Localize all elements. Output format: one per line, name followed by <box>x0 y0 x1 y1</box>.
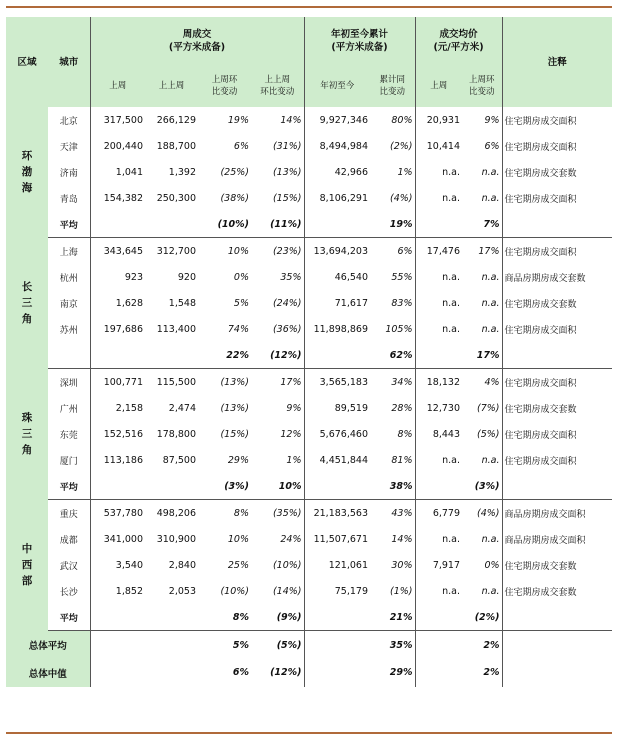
note-text: 住宅期房成交面积 <box>502 317 612 343</box>
empty-cell <box>415 659 462 687</box>
subheader-price-last-week: 上周 <box>415 65 462 107</box>
ytd-volume: 8,494,984 <box>304 133 370 159</box>
city-name: 广州 <box>59 404 78 415</box>
price-change: 0% <box>484 559 500 571</box>
top-rule <box>6 6 612 8</box>
table-row <box>6 395 612 421</box>
summary-yoy-change: 35% <box>389 639 413 651</box>
prev-wow-change: 12% <box>280 428 302 440</box>
ytd-volume: 46,540 <box>304 264 370 290</box>
wow-change: (13%) <box>220 376 249 388</box>
avg-price: 20,931 <box>415 107 462 133</box>
avg-price: 18,132 <box>415 369 462 395</box>
note-text: 商品房期房成交面积 <box>502 500 612 526</box>
last-week-volume: 923 <box>90 264 145 290</box>
empty-cell <box>415 343 462 369</box>
price-change: n.a. <box>481 533 500 545</box>
empty-cell <box>502 343 612 369</box>
yoy-change: 83% <box>391 297 413 309</box>
summary-prev-wow-change: (5%) <box>276 639 302 651</box>
wow-change: (13%) <box>220 402 249 414</box>
note-text: 住宅期房成交面积 <box>502 447 612 473</box>
prev-wow-change: 17% <box>280 376 302 388</box>
week-before-volume: 188,700 <box>156 140 196 152</box>
empty-cell <box>502 605 612 631</box>
ytd-volume: 121,061 <box>304 552 370 578</box>
prev-wow-change: 35% <box>280 271 302 283</box>
note-text: 住宅期房成交面积 <box>502 133 612 159</box>
wow-change: 25% <box>227 559 249 571</box>
avg-yoy-change: 62% <box>370 343 415 369</box>
summary-price-change: 2% <box>483 667 500 679</box>
price-change: n.a. <box>481 455 500 467</box>
city-name: 天津 <box>59 142 78 153</box>
note-text: 商品房期房成交面积 <box>502 526 612 552</box>
week-before-volume: 2,053 <box>168 585 196 597</box>
yoy-change: 80% <box>391 114 413 126</box>
avg-price-change: (2%) <box>462 605 502 631</box>
week-before-volume: 920 <box>177 271 196 283</box>
last-week-volume: 1,628 <box>90 290 145 316</box>
note-text: 住宅期房成交套数 <box>502 159 612 185</box>
avg-prev-wow-change: 10% <box>251 474 304 500</box>
empty-cell <box>145 631 198 659</box>
subheader-yoy-line2: 比变动 <box>379 87 406 97</box>
price-change: 17% <box>478 245 500 257</box>
city-name: 深圳 <box>59 378 78 389</box>
week-before-volume: 266,129 <box>156 114 196 126</box>
last-week-volume: 3,540 <box>90 552 145 578</box>
avg-yoy-change: 19% <box>370 212 415 238</box>
ytd-volume: 75,179 <box>304 578 370 604</box>
note-text: 住宅期房成交套数 <box>502 290 612 316</box>
header-avg-price-title: 成交均价 <box>439 29 478 40</box>
subheader-price-wow-line1: 上周环 <box>469 75 495 85</box>
empty-cell <box>304 343 370 369</box>
header-weekly-volume-unit: (平方米成备) <box>168 42 226 53</box>
table-row <box>6 552 612 578</box>
table-row <box>6 421 612 447</box>
average-label: 平均 <box>48 474 90 500</box>
avg-wow-change: 22% <box>198 343 251 369</box>
table-row <box>6 133 612 159</box>
ytd-volume: 3,565,183 <box>304 369 370 395</box>
last-week-volume: 317,500 <box>90 107 145 133</box>
week-before-volume: 113,400 <box>156 324 196 336</box>
avg-prev-wow-change: (9%) <box>251 605 304 631</box>
week-before-volume: 310,900 <box>156 533 196 545</box>
wow-change: 0% <box>233 271 249 283</box>
summary-label: 总体平均 <box>6 631 90 659</box>
avg-wow-change: (10%) <box>198 212 251 238</box>
average-label: 平均 <box>48 605 90 631</box>
ytd-volume: 9,927,346 <box>304 107 370 133</box>
header-weekly-volume-title: 周成交 <box>182 29 212 40</box>
price-change: (4%) <box>477 507 500 519</box>
wow-change: (38%) <box>220 193 249 205</box>
group-average-row <box>6 605 612 631</box>
wow-change: 19% <box>227 114 249 126</box>
avg-price-change: (3%) <box>462 474 502 500</box>
summary-row <box>6 631 612 659</box>
yoy-change: 81% <box>391 455 413 467</box>
empty-cell <box>502 659 612 687</box>
week-before-volume: 312,700 <box>156 245 196 257</box>
avg-price: n.a. <box>415 186 462 212</box>
yoy-change: 8% <box>397 428 413 440</box>
summary-yoy-change: 29% <box>389 667 413 679</box>
last-week-volume: 154,382 <box>90 186 145 212</box>
empty-cell <box>502 474 612 500</box>
summary-prev-wow-change: (12%) <box>270 667 302 679</box>
table-row <box>6 159 612 185</box>
last-week-volume: 152,516 <box>90 421 145 447</box>
avg-price: 12,730 <box>415 395 462 421</box>
wow-change: 6% <box>233 140 249 152</box>
table-row <box>6 578 612 604</box>
empty-cell <box>90 343 145 369</box>
header-city: 城市 <box>48 17 90 107</box>
week-before-volume: 498,206 <box>156 507 196 519</box>
ytd-volume: 21,183,563 <box>304 500 370 526</box>
avg-yoy-change: 21% <box>370 605 415 631</box>
empty-cell <box>304 605 370 631</box>
city-name: 长沙 <box>59 587 78 598</box>
empty-cell <box>90 605 145 631</box>
empty-cell <box>304 631 370 659</box>
empty-cell <box>90 474 145 500</box>
subheader-week-before: 上上周 <box>145 65 198 107</box>
city-name: 武汉 <box>59 561 78 572</box>
city-name: 青岛 <box>59 195 78 206</box>
wow-change: 74% <box>227 324 249 336</box>
empty-cell <box>145 605 198 631</box>
property-sales-table <box>6 17 612 687</box>
avg-price: n.a. <box>415 159 462 185</box>
ytd-volume: 89,519 <box>304 395 370 421</box>
price-change: (5%) <box>477 428 500 440</box>
table-body <box>6 107 612 687</box>
yoy-change: 55% <box>391 271 413 283</box>
avg-price-change: 17% <box>462 343 502 369</box>
wow-change: 29% <box>227 455 249 467</box>
empty-cell <box>415 474 462 500</box>
ytd-volume: 71,617 <box>304 290 370 316</box>
empty-cell <box>502 631 612 659</box>
price-change: n.a. <box>481 585 500 597</box>
note-text: 住宅期房成交面积 <box>502 107 612 133</box>
avg-price: 8,443 <box>415 421 462 447</box>
region-label <box>6 107 48 238</box>
ytd-volume: 13,694,203 <box>304 238 370 264</box>
table-row <box>6 447 612 473</box>
subheader-wow-line2: 比变动 <box>211 87 238 97</box>
avg-price: 17,476 <box>415 238 462 264</box>
yoy-change: (4%) <box>390 193 413 205</box>
average-label: 平均 <box>48 212 90 238</box>
header-ytd-title: 年初至今累计 <box>331 29 389 40</box>
note-text: 住宅期房成交面积 <box>502 421 612 447</box>
summary-label: 总体中值 <box>6 659 90 687</box>
last-week-volume: 200,440 <box>90 133 145 159</box>
avg-price: n.a. <box>415 290 462 316</box>
subheader-price-wow-line2: 比变动 <box>469 87 495 97</box>
empty-cell <box>90 631 145 659</box>
city-name: 东莞 <box>59 430 78 441</box>
price-change: n.a. <box>481 297 500 309</box>
subheader-yoy-line1: 累计同 <box>379 75 406 85</box>
empty-cell <box>415 631 462 659</box>
prev-wow-change: (15%) <box>272 193 302 205</box>
ytd-volume: 11,507,671 <box>304 526 370 552</box>
wow-change: (15%) <box>220 428 249 440</box>
subheader-yoy <box>370 65 415 107</box>
avg-prev-wow-change: (11%) <box>251 212 304 238</box>
city-name: 北京 <box>59 116 78 127</box>
empty-cell <box>90 212 145 238</box>
price-change: 9% <box>484 114 500 126</box>
last-week-volume: 343,645 <box>90 238 145 264</box>
week-before-volume: 115,500 <box>156 376 196 388</box>
ytd-volume: 5,676,460 <box>304 421 370 447</box>
avg-wow-change: 8% <box>198 605 251 631</box>
avg-price: n.a. <box>415 264 462 290</box>
group-average-row <box>6 343 612 369</box>
prev-wow-change: (31%) <box>272 140 302 152</box>
wow-change: 8% <box>233 507 249 519</box>
avg-price: n.a. <box>415 526 462 552</box>
avg-yoy-change: 38% <box>370 474 415 500</box>
empty-cell <box>145 659 198 687</box>
subheader-last-week: 上周 <box>90 65 145 107</box>
ytd-volume: 11,898,869 <box>304 317 370 343</box>
region-label-text: 珠三角 <box>21 412 33 457</box>
city-name: 济南 <box>59 168 78 179</box>
prev-wow-change: (36%) <box>272 324 302 336</box>
region-label-text: 环渤海 <box>21 150 33 195</box>
city-name: 成都 <box>59 535 78 546</box>
summary-wow-change: 6% <box>232 667 249 679</box>
price-change: 4% <box>484 376 500 388</box>
prev-wow-change: 14% <box>280 114 302 126</box>
city-name: 苏州 <box>59 326 78 337</box>
table-row <box>6 317 612 343</box>
group-average-row <box>6 212 612 238</box>
summary-wow-change: 5% <box>232 639 249 651</box>
price-change: n.a. <box>481 324 500 336</box>
subheader-price-wow <box>462 65 502 107</box>
prev-wow-change: (10%) <box>272 559 302 571</box>
table-row <box>6 500 612 526</box>
last-week-volume: 100,771 <box>90 369 145 395</box>
city-name: 杭州 <box>59 273 78 284</box>
header-note: 注释 <box>502 17 612 107</box>
wow-change: 10% <box>227 245 249 257</box>
yoy-change: (2%) <box>390 140 413 152</box>
summary-row <box>6 659 612 687</box>
yoy-change: 105% <box>385 324 413 336</box>
prev-wow-change: 24% <box>280 533 302 545</box>
subheader-prev-wow-line1: 上上周 <box>264 75 290 85</box>
avg-price: 6,779 <box>415 500 462 526</box>
note-text: 商品房期房成交套数 <box>502 264 612 290</box>
table-row <box>6 526 612 552</box>
note-text: 住宅期房成交套数 <box>502 552 612 578</box>
yoy-change: (1%) <box>390 585 413 597</box>
table-row <box>6 107 612 133</box>
empty-cell <box>145 474 198 500</box>
yoy-change: 1% <box>397 166 413 178</box>
table-row <box>6 369 612 395</box>
week-before-volume: 2,840 <box>168 559 196 571</box>
summary-price-change: 2% <box>483 639 500 651</box>
empty-cell <box>415 212 462 238</box>
yoy-change: 6% <box>397 245 413 257</box>
region-label <box>6 500 48 631</box>
empty-cell <box>145 343 198 369</box>
avg-prev-wow-change: (12%) <box>251 343 304 369</box>
note-text: 住宅期房成交套数 <box>502 578 612 604</box>
group-average-row <box>6 474 612 500</box>
ytd-volume: 4,451,844 <box>304 447 370 473</box>
last-week-volume: 113,186 <box>90 447 145 473</box>
subheader-wow-line1: 上周环 <box>211 75 238 85</box>
prev-wow-change: (24%) <box>272 297 302 309</box>
week-before-volume: 2,474 <box>168 402 196 414</box>
prev-wow-change: 1% <box>286 455 302 467</box>
last-week-volume: 341,000 <box>90 526 145 552</box>
wow-change: (10%) <box>220 585 249 597</box>
week-before-volume: 250,300 <box>156 193 196 205</box>
avg-price: n.a. <box>415 578 462 604</box>
city-name: 厦门 <box>59 457 78 468</box>
yoy-change: 34% <box>391 376 413 388</box>
empty-cell <box>415 605 462 631</box>
table-row <box>6 186 612 212</box>
note-text: 住宅期房成交面积 <box>502 186 612 212</box>
region-label <box>6 369 48 500</box>
avg-price: 7,917 <box>415 552 462 578</box>
empty-cell <box>304 659 370 687</box>
empty-cell <box>304 474 370 500</box>
yoy-change: 28% <box>391 402 413 414</box>
header-ytd <box>304 17 415 65</box>
ytd-volume: 8,106,291 <box>304 186 370 212</box>
wow-change: (25%) <box>220 166 249 178</box>
header-ytd-unit: (平方米成备) <box>331 42 388 53</box>
avg-price: 10,414 <box>415 133 462 159</box>
region-label-text: 中西部 <box>21 543 33 588</box>
subheader-ytd: 年初至今 <box>304 65 370 107</box>
empty-cell <box>90 659 145 687</box>
yoy-change: 14% <box>391 533 413 545</box>
last-week-volume: 1,852 <box>90 578 145 604</box>
city-name: 南京 <box>59 299 78 310</box>
subheader-wow <box>198 65 251 107</box>
week-before-volume: 87,500 <box>162 455 196 467</box>
note-text: 住宅期房成交套数 <box>502 395 612 421</box>
price-change: 6% <box>484 140 500 152</box>
bottom-rule <box>6 732 612 734</box>
header-region: 区域 <box>6 17 48 107</box>
prev-wow-change: (13%) <box>272 166 302 178</box>
empty-cell <box>304 212 370 238</box>
note-text: 住宅期房成交面积 <box>502 369 612 395</box>
last-week-volume: 537,780 <box>90 500 145 526</box>
price-change: (7%) <box>477 402 500 414</box>
week-before-volume: 1,548 <box>168 297 196 309</box>
prev-wow-change: (14%) <box>272 585 302 597</box>
avg-price: n.a. <box>415 447 462 473</box>
ytd-volume: 42,966 <box>304 159 370 185</box>
header-avg-price-unit: (元/平方米) <box>433 42 484 53</box>
last-week-volume: 1,041 <box>90 159 145 185</box>
avg-price-change: 7% <box>462 212 502 238</box>
table-row <box>6 264 612 290</box>
wow-change: 5% <box>233 297 249 309</box>
empty-cell <box>145 212 198 238</box>
table-row <box>6 290 612 316</box>
city-name: 上海 <box>59 247 78 258</box>
yoy-change: 43% <box>391 507 413 519</box>
week-before-volume: 1,392 <box>168 166 196 178</box>
price-change: n.a. <box>481 166 500 178</box>
yoy-change: 30% <box>391 559 413 571</box>
prev-wow-change: 9% <box>286 402 302 414</box>
subheader-prev-wow-line2: 环比变动 <box>260 87 295 97</box>
avg-wow-change: (3%) <box>198 474 251 500</box>
price-change: n.a. <box>481 193 500 205</box>
last-week-volume: 197,686 <box>90 317 145 343</box>
price-change: n.a. <box>481 271 500 283</box>
header-avg-price <box>415 17 502 65</box>
average-label <box>48 343 90 369</box>
empty-cell <box>502 212 612 238</box>
region-label <box>6 238 48 369</box>
table-header <box>6 17 612 107</box>
prev-wow-change: (23%) <box>272 245 302 257</box>
week-before-volume: 178,800 <box>156 428 196 440</box>
header-weekly-volume <box>90 17 304 65</box>
avg-price: n.a. <box>415 317 462 343</box>
table-row <box>6 238 612 264</box>
subheader-prev-wow <box>251 65 304 107</box>
wow-change: 10% <box>227 533 249 545</box>
city-name: 重庆 <box>59 509 78 520</box>
region-label-text: 长三角 <box>21 281 33 326</box>
last-week-volume: 2,158 <box>90 395 145 421</box>
prev-wow-change: (35%) <box>272 507 302 519</box>
note-text: 住宅期房成交面积 <box>502 238 612 264</box>
